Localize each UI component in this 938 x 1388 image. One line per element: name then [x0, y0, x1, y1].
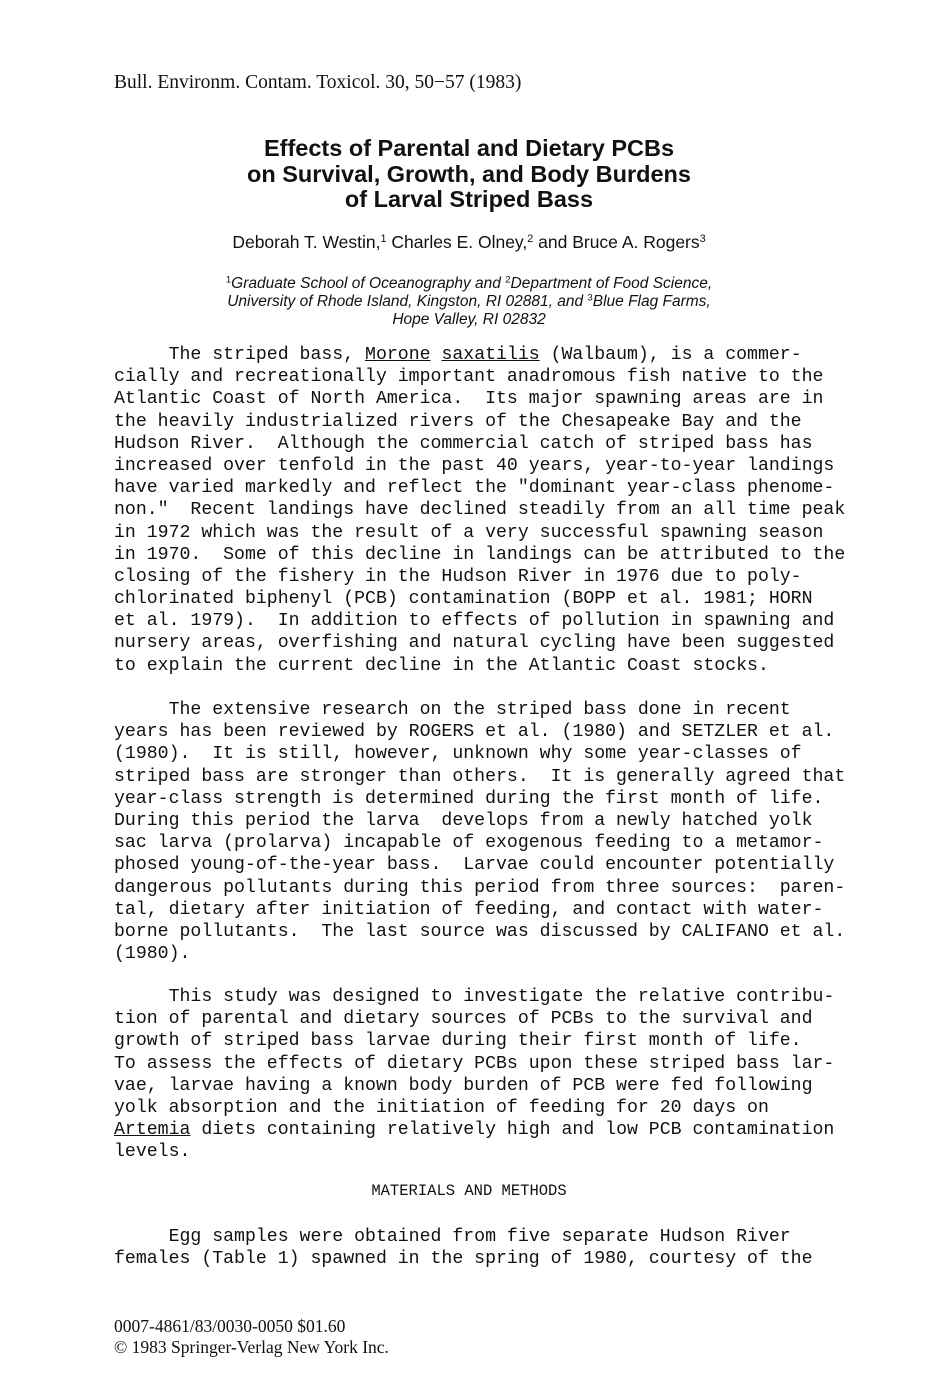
paragraph-background — [114, 699, 854, 965]
text-line: tion of parental and dietary sources of PCBs to the survival and — [114, 1009, 813, 1030]
copyright-notice: © 1983 Springer-Verlag New York Inc. — [114, 1337, 389, 1357]
title-line: of Larval Striped Bass — [344, 186, 594, 212]
text-span: (Walbaum), is a commer- — [539, 345, 802, 365]
title-line: Effects of Parental and Dietary PCBs — [263, 135, 675, 161]
text-line: dangerous pollutants during this period from three sources: paren- — [114, 877, 846, 898]
affiliation-line: Hope Valley, RI 02832 — [392, 311, 546, 328]
text-line: yolk absorption and the initiation of feeding for 20 days on — [114, 1097, 769, 1118]
title-line: on Survival, Growth, and Body Burdens — [247, 160, 691, 187]
text-line: tal, dietary after initiation of feeding, and contact with water- — [114, 899, 824, 920]
text-line: in 1970. Some of this decline in landings can be attributed to the — [114, 544, 846, 565]
text-line: increased over tenfold in the past 40 years, year-to-year landings — [114, 455, 835, 476]
text-line: (1980). — [114, 944, 191, 965]
affiliation-marker: 3 — [587, 292, 593, 304]
text-line: et al. 1979). In addition to effects of pollution in spawning and — [114, 611, 835, 632]
affiliation-text: University of Rhode Island, Kingston, RI 02881, and — [227, 293, 588, 310]
text-line: closing of the fishery in the Hudson River in 1976 due to poly- — [114, 566, 802, 587]
text-line: borne pollutants. The last source was discussed by CALIFANO et al. — [114, 921, 846, 942]
text-line: have varied markedly and reflect the "dominant year-class phenome- — [114, 478, 835, 499]
author-name: and Bruce A. Rogers — [533, 232, 700, 252]
species-name: saxatilis — [441, 345, 540, 365]
section-heading: MATERIALS AND METHODS — [371, 1182, 567, 1200]
text-line: To assess the effects of dietary PCBs upon these striped bass lar- — [114, 1053, 835, 1074]
text-line: sac larva (prolarva) incapable of exogenous feeding to a metamor- — [114, 833, 824, 854]
paragraph-methods — [114, 1226, 854, 1270]
text-line: cially and recreationally important anadromous fish native to the — [114, 367, 824, 388]
affiliation-marker: 3 — [699, 233, 706, 246]
text-line: phosed young-of-the-year bass. Larvae could encounter potentially — [114, 855, 835, 876]
text-line: in 1972 which was the result of a very successful spawning season — [114, 522, 824, 543]
affiliation-text: Blue Flag Farms, — [592, 293, 711, 310]
text-line: to explain the current decline in the Atlantic Coast stocks. — [114, 655, 769, 676]
affiliation-marker: 2 — [527, 233, 534, 246]
text-span: diets containing relatively high and low PCB contamination — [190, 1120, 835, 1141]
text-line: (1980). It is still, however, unknown why some year-classes of — [114, 744, 802, 765]
text-line: growth of striped bass larvae during their first month of life. — [114, 1031, 802, 1052]
text-line: striped bass are stronger than others. It is generally agreed that — [114, 766, 846, 787]
text-line: This study was designed to investigate the relative contribu- — [114, 987, 835, 1007]
journal-citation: Bull. Environm. Contam. Toxicol. 30, 50−57 (1983) — [114, 72, 522, 93]
text-line: During this period the larva develops from a newly hatched yolk — [114, 810, 813, 831]
author-name: Charles E. Olney, — [386, 232, 528, 252]
affiliation-marker: 1 — [380, 233, 387, 246]
text-line: levels. — [114, 1142, 191, 1163]
text-line: Atlantic Coast of North America. Its major spawning areas are in — [114, 389, 824, 410]
text-line — [114, 1119, 854, 1141]
page-footer — [114, 1316, 389, 1358]
affiliation-line — [0, 275, 938, 293]
text-line: nursery areas, overfishing and natural cycling have been suggested — [114, 633, 835, 654]
text-line: year-class strength is determined during the first month of life. — [114, 788, 824, 809]
affiliations — [0, 275, 938, 329]
paragraph-study-aim — [114, 986, 854, 1164]
text-line: chlorinated biphenyl (PCB) contamination (BOPP et al. 1981; HORN — [114, 589, 813, 610]
text-line: vae, larvae having a known body burden of PCB were fed following — [114, 1075, 813, 1096]
affiliation-line — [0, 293, 938, 311]
text-line: the heavily industrialized rivers of the Chesapeake Bay and the — [114, 411, 802, 432]
genus-name: Artemia — [114, 1120, 191, 1141]
article-code: 0007-4861/83/0030-0050 $01.60 — [114, 1316, 346, 1336]
text-line: females (Table 1) spawned in the spring of 1980, courtesy of the — [114, 1249, 813, 1270]
paper-title — [0, 136, 938, 213]
text-span: The striped bass, — [114, 345, 366, 365]
text-line: Hudson River. Although the commercial catch of striped bass has — [114, 433, 813, 454]
author-name: Deborah T. Westin, — [232, 232, 381, 252]
affiliation-marker: 2 — [505, 274, 511, 286]
text-line: The extensive research on the striped bass done in recent — [114, 700, 791, 720]
author-list — [0, 232, 938, 253]
text-line: Egg samples were obtained from five separate Hudson River — [114, 1227, 791, 1247]
paragraph-introduction — [114, 344, 854, 677]
genus-name: Morone — [365, 345, 431, 365]
affiliation-text: Graduate School of Oceanography and — [231, 275, 506, 292]
text-line: non." Recent landings have declined steadily from an all time peak — [114, 500, 846, 521]
text-line — [114, 344, 854, 366]
affiliation-text: Department of Food Science, — [510, 275, 713, 292]
text-line: years has been reviewed by ROGERS et al. (1980) and SETZLER et al. — [114, 722, 835, 743]
affiliation-marker: 1 — [225, 274, 232, 286]
